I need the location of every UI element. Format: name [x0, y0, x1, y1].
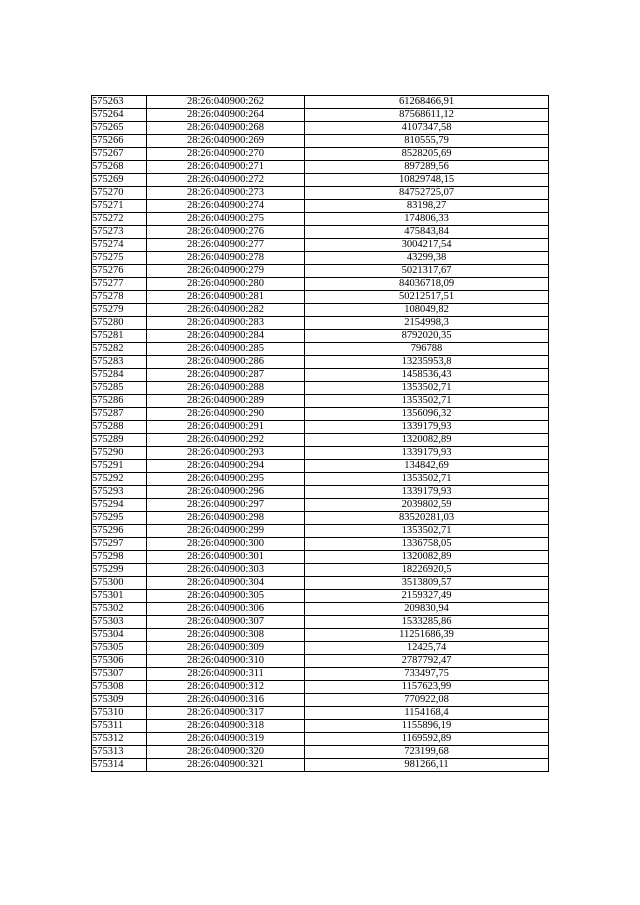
- cadastral-number-cell: 28:26:040900:282: [147, 304, 305, 317]
- cadastral-value-cell: 87568611,12: [305, 109, 549, 122]
- cadastral-number-cell: 28:26:040900:270: [147, 148, 305, 161]
- cadastral-value-cell: 2039802,59: [305, 499, 549, 512]
- row-number-cell: 575276: [92, 265, 147, 278]
- cadastral-number-cell: 28:26:040900:281: [147, 291, 305, 304]
- cadastral-number-cell: 28:26:040900:310: [147, 655, 305, 668]
- table-row: [92, 733, 549, 746]
- table-row: [92, 746, 549, 759]
- table-row: [92, 187, 549, 200]
- table-row: [92, 161, 549, 174]
- cadastral-number-cell: 28:26:040900:307: [147, 616, 305, 629]
- cadastral-number-cell: 28:26:040900:268: [147, 122, 305, 135]
- cadastral-number-cell: 28:26:040900:301: [147, 551, 305, 564]
- row-number-cell: 575310: [92, 707, 147, 720]
- cadastral-number-cell: 28:26:040900:312: [147, 681, 305, 694]
- row-number-cell: 575285: [92, 382, 147, 395]
- cadastral-value-cell: 1320082,89: [305, 551, 549, 564]
- cadastral-value-cell: 43299,38: [305, 252, 549, 265]
- table-row: [92, 226, 549, 239]
- row-number-cell: 575272: [92, 213, 147, 226]
- cadastral-number-cell: 28:26:040900:279: [147, 265, 305, 278]
- table-row: [92, 356, 549, 369]
- row-number-cell: 575311: [92, 720, 147, 733]
- cadastral-value-cell: 2154998,3: [305, 317, 549, 330]
- table-row: [92, 512, 549, 525]
- row-number-cell: 575291: [92, 460, 147, 473]
- cadastral-number-cell: 28:26:040900:277: [147, 239, 305, 252]
- cadastral-value-cell: 1353502,71: [305, 473, 549, 486]
- cadastral-number-cell: 28:26:040900:280: [147, 278, 305, 291]
- cadastral-value-cell: 5021317,67: [305, 265, 549, 278]
- cadastral-value-cell: 3004217,54: [305, 239, 549, 252]
- cadastral-number-cell: 28:26:040900:294: [147, 460, 305, 473]
- table-row: [92, 369, 549, 382]
- cadastral-number-cell: 28:26:040900:287: [147, 369, 305, 382]
- table-row: [92, 668, 549, 681]
- cadastral-value-cell: 1339179,93: [305, 486, 549, 499]
- row-number-cell: 575265: [92, 122, 147, 135]
- cadastral-number-cell: 28:26:040900:271: [147, 161, 305, 174]
- row-number-cell: 575270: [92, 187, 147, 200]
- row-number-cell: 575286: [92, 395, 147, 408]
- row-number-cell: 575301: [92, 590, 147, 603]
- cadastral-number-cell: 28:26:040900:285: [147, 343, 305, 356]
- table-row: [92, 96, 549, 109]
- row-number-cell: 575302: [92, 603, 147, 616]
- cadastral-number-cell: 28:26:040900:318: [147, 720, 305, 733]
- cadastral-value-cell: 84036718,09: [305, 278, 549, 291]
- row-number-cell: 575290: [92, 447, 147, 460]
- cadastral-value-cell: 2787792,47: [305, 655, 549, 668]
- cadastral-value-cell: 1353502,71: [305, 382, 549, 395]
- cadastral-value-cell: 897289,56: [305, 161, 549, 174]
- table-row: [92, 330, 549, 343]
- cadastral-number-cell: 28:26:040900:272: [147, 174, 305, 187]
- table-row: [92, 421, 549, 434]
- table-row: [92, 720, 549, 733]
- row-number-cell: 575271: [92, 200, 147, 213]
- cadastral-value-cell: 11251686,39: [305, 629, 549, 642]
- row-number-cell: 575279: [92, 304, 147, 317]
- cadastral-number-cell: 28:26:040900:300: [147, 538, 305, 551]
- row-number-cell: 575314: [92, 759, 147, 772]
- row-number-cell: 575275: [92, 252, 147, 265]
- cadastral-number-cell: 28:26:040900:308: [147, 629, 305, 642]
- table-row: [92, 590, 549, 603]
- cadastral-value-cell: 209830,94: [305, 603, 549, 616]
- cadastral-value-cell: 1356096,32: [305, 408, 549, 421]
- cadastral-value-cell: 134842,69: [305, 460, 549, 473]
- table-row: [92, 525, 549, 538]
- cadastral-number-cell: 28:26:040900:316: [147, 694, 305, 707]
- table-row: [92, 408, 549, 421]
- table-row: [92, 538, 549, 551]
- table-row: [92, 551, 549, 564]
- row-number-cell: 575296: [92, 525, 147, 538]
- cadastral-number-cell: 28:26:040900:317: [147, 707, 305, 720]
- row-number-cell: 575303: [92, 616, 147, 629]
- cadastral-number-cell: 28:26:040900:278: [147, 252, 305, 265]
- cadastral-value-cell: 61268466,91: [305, 96, 549, 109]
- cadastral-number-cell: 28:26:040900:262: [147, 96, 305, 109]
- table-row: [92, 564, 549, 577]
- cadastral-value-cell: 723199,68: [305, 746, 549, 759]
- table-row: [92, 343, 549, 356]
- table-row: [92, 109, 549, 122]
- row-number-cell: 575297: [92, 538, 147, 551]
- table-row: [92, 694, 549, 707]
- row-number-cell: 575305: [92, 642, 147, 655]
- cadastral-value-cell: 1169592,89: [305, 733, 549, 746]
- cadastral-value-cell: 8528205,69: [305, 148, 549, 161]
- row-number-cell: 575300: [92, 577, 147, 590]
- cadastral-number-cell: 28:26:040900:309: [147, 642, 305, 655]
- table-row: [92, 499, 549, 512]
- cadastral-value-cell: 84752725,07: [305, 187, 549, 200]
- row-number-cell: 575292: [92, 473, 147, 486]
- cadastral-number-cell: 28:26:040900:289: [147, 395, 305, 408]
- row-number-cell: 575313: [92, 746, 147, 759]
- table-row: [92, 265, 549, 278]
- table-row: [92, 239, 549, 252]
- cadastral-value-cell: 83198,27: [305, 200, 549, 213]
- cadastral-number-cell: 28:26:040900:296: [147, 486, 305, 499]
- table-row: [92, 460, 549, 473]
- cadastral-value-cell: 810555,79: [305, 135, 549, 148]
- table-row: [92, 252, 549, 265]
- cadastral-number-cell: 28:26:040900:320: [147, 746, 305, 759]
- table-row: [92, 603, 549, 616]
- cadastral-value-cell: 108049,82: [305, 304, 549, 317]
- table-row: [92, 395, 549, 408]
- row-number-cell: 575284: [92, 369, 147, 382]
- cadastral-number-cell: 28:26:040900:319: [147, 733, 305, 746]
- cadastral-number-cell: 28:26:040900:283: [147, 317, 305, 330]
- cadastral-value-cell: 13235953,8: [305, 356, 549, 369]
- cadastral-value-cell: 1353502,71: [305, 525, 549, 538]
- table-row: [92, 759, 549, 772]
- cadastral-value-cell: 4107347,58: [305, 122, 549, 135]
- cadastral-number-cell: 28:26:040900:290: [147, 408, 305, 421]
- row-number-cell: 575293: [92, 486, 147, 499]
- table-row: [92, 616, 549, 629]
- row-number-cell: 575287: [92, 408, 147, 421]
- cadastral-value-cell: 174806,33: [305, 213, 549, 226]
- cadastral-number-cell: 28:26:040900:269: [147, 135, 305, 148]
- row-number-cell: 575264: [92, 109, 147, 122]
- table-row: [92, 681, 549, 694]
- cadastral-number-cell: 28:26:040900:298: [147, 512, 305, 525]
- cadastral-value-cell: 18226920,5: [305, 564, 549, 577]
- cadastral-number-cell: 28:26:040900:288: [147, 382, 305, 395]
- table-row: [92, 278, 549, 291]
- cadastral-number-cell: 28:26:040900:292: [147, 434, 305, 447]
- cadastral-number-cell: 28:26:040900:303: [147, 564, 305, 577]
- row-number-cell: 575307: [92, 668, 147, 681]
- cadastral-value-cell: 1339179,93: [305, 447, 549, 460]
- table-row: [92, 174, 549, 187]
- cadastral-number-cell: 28:26:040900:305: [147, 590, 305, 603]
- table-row: [92, 629, 549, 642]
- cadastral-number-cell: 28:26:040900:295: [147, 473, 305, 486]
- cadastral-number-cell: 28:26:040900:311: [147, 668, 305, 681]
- table-row: [92, 148, 549, 161]
- row-number-cell: 575299: [92, 564, 147, 577]
- cadastral-value-table: [91, 95, 549, 772]
- table-row: [92, 577, 549, 590]
- cadastral-value-cell: 475843,84: [305, 226, 549, 239]
- cadastral-number-cell: 28:26:040900:297: [147, 499, 305, 512]
- cadastral-value-cell: 1353502,71: [305, 395, 549, 408]
- table-row: [92, 122, 549, 135]
- cadastral-value-cell: 981266,11: [305, 759, 549, 772]
- row-number-cell: 575268: [92, 161, 147, 174]
- cadastral-number-cell: 28:26:040900:291: [147, 421, 305, 434]
- table-row: [92, 434, 549, 447]
- row-number-cell: 575308: [92, 681, 147, 694]
- row-number-cell: 575280: [92, 317, 147, 330]
- table-row: [92, 486, 549, 499]
- cadastral-number-cell: 28:26:040900:273: [147, 187, 305, 200]
- cadastral-value-cell: 1533285,86: [305, 616, 549, 629]
- table-row: [92, 447, 549, 460]
- row-number-cell: 575289: [92, 434, 147, 447]
- cadastral-value-cell: 1336758,05: [305, 538, 549, 551]
- cadastral-number-cell: 28:26:040900:293: [147, 447, 305, 460]
- cadastral-value-cell: 2159327,49: [305, 590, 549, 603]
- cadastral-number-cell: 28:26:040900:321: [147, 759, 305, 772]
- cadastral-number-cell: 28:26:040900:306: [147, 603, 305, 616]
- cadastral-value-cell: 733497,75: [305, 668, 549, 681]
- cadastral-value-cell: 3513809,57: [305, 577, 549, 590]
- row-number-cell: 575309: [92, 694, 147, 707]
- row-number-cell: 575263: [92, 96, 147, 109]
- cadastral-value-cell: 8792020,35: [305, 330, 549, 343]
- row-number-cell: 575269: [92, 174, 147, 187]
- table-row: [92, 213, 549, 226]
- cadastral-value-cell: 10829748,15: [305, 174, 549, 187]
- cadastral-value-cell: 1320082,89: [305, 434, 549, 447]
- cadastral-value-cell: 1458536,43: [305, 369, 549, 382]
- table-row: [92, 291, 549, 304]
- cadastral-value-cell: 770922,08: [305, 694, 549, 707]
- row-number-cell: 575281: [92, 330, 147, 343]
- cadastral-number-cell: 28:26:040900:284: [147, 330, 305, 343]
- table-row: [92, 200, 549, 213]
- row-number-cell: 575288: [92, 421, 147, 434]
- table-row: [92, 655, 549, 668]
- cadastral-number-cell: 28:26:040900:286: [147, 356, 305, 369]
- table-row: [92, 642, 549, 655]
- table-row: [92, 382, 549, 395]
- cadastral-value-cell: 1154168,4: [305, 707, 549, 720]
- row-number-cell: 575294: [92, 499, 147, 512]
- cadastral-number-cell: 28:26:040900:299: [147, 525, 305, 538]
- cadastral-value-cell: 50212517,51: [305, 291, 549, 304]
- row-number-cell: 575274: [92, 239, 147, 252]
- table-row: [92, 317, 549, 330]
- cadastral-number-cell: 28:26:040900:274: [147, 200, 305, 213]
- table-row: [92, 473, 549, 486]
- cadastral-value-cell: 1157623,99: [305, 681, 549, 694]
- cadastral-value-cell: 12425,74: [305, 642, 549, 655]
- cadastral-number-cell: 28:26:040900:264: [147, 109, 305, 122]
- cadastral-value-cell: 83520281,03: [305, 512, 549, 525]
- cadastral-number-cell: 28:26:040900:275: [147, 213, 305, 226]
- table-body: [92, 96, 549, 772]
- row-number-cell: 575266: [92, 135, 147, 148]
- cadastral-value-cell: 796788: [305, 343, 549, 356]
- row-number-cell: 575282: [92, 343, 147, 356]
- table-row: [92, 135, 549, 148]
- row-number-cell: 575283: [92, 356, 147, 369]
- row-number-cell: 575267: [92, 148, 147, 161]
- row-number-cell: 575277: [92, 278, 147, 291]
- row-number-cell: 575295: [92, 512, 147, 525]
- cadastral-number-cell: 28:26:040900:276: [147, 226, 305, 239]
- row-number-cell: 575306: [92, 655, 147, 668]
- row-number-cell: 575278: [92, 291, 147, 304]
- table-row: [92, 707, 549, 720]
- row-number-cell: 575273: [92, 226, 147, 239]
- row-number-cell: 575304: [92, 629, 147, 642]
- cadastral-number-cell: 28:26:040900:304: [147, 577, 305, 590]
- row-number-cell: 575312: [92, 733, 147, 746]
- cadastral-value-cell: 1155896,19: [305, 720, 549, 733]
- cadastral-value-cell: 1339179,93: [305, 421, 549, 434]
- row-number-cell: 575298: [92, 551, 147, 564]
- table-row: [92, 304, 549, 317]
